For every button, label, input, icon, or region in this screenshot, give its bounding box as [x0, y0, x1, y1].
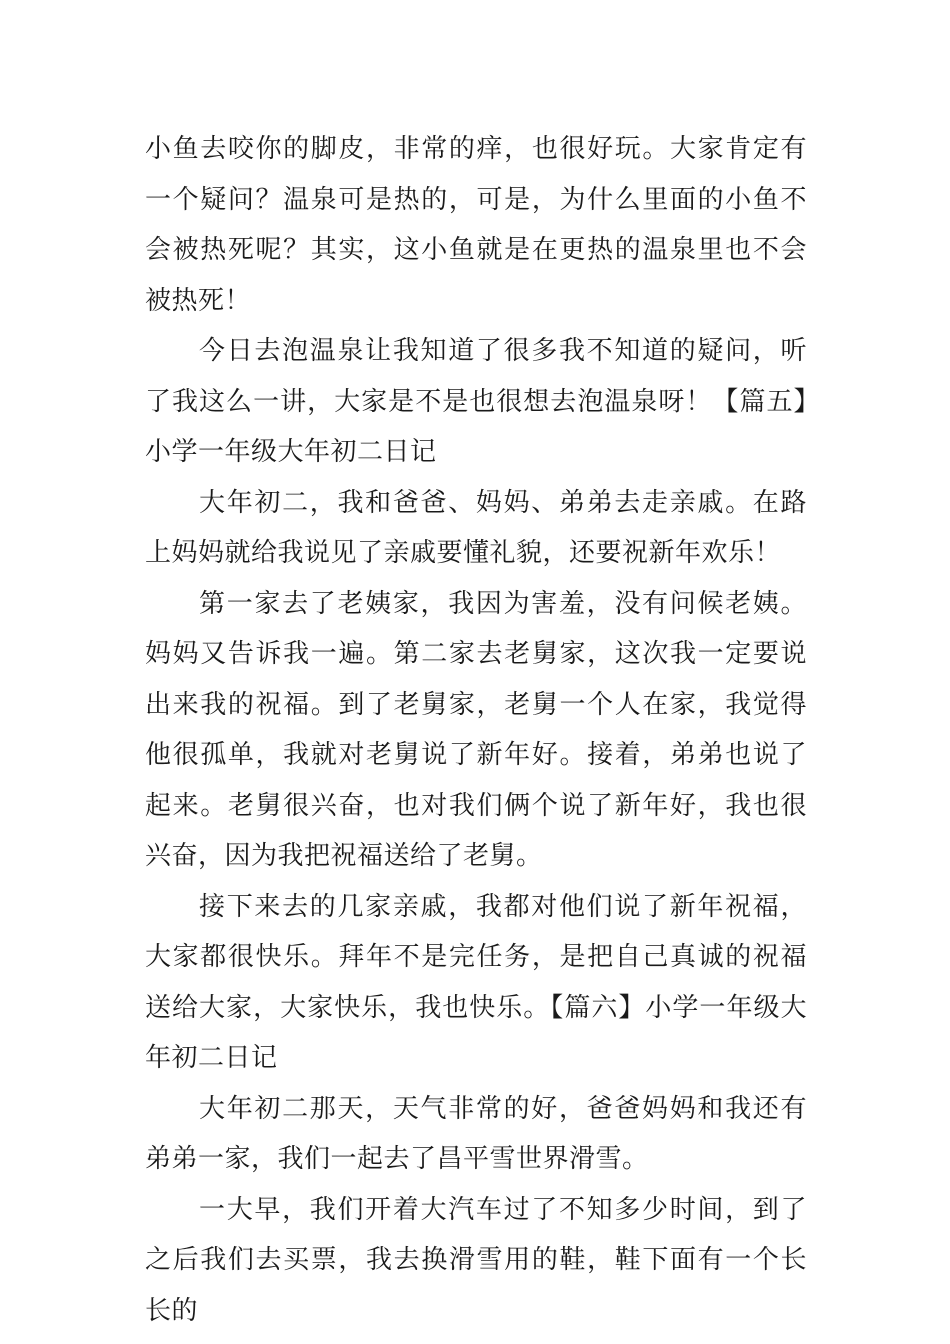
paragraph-continued: 小鱼去咬你的脚皮，非常的痒，也很好玩。大家肯定有一个疑问？温泉可是热的，可是，为什么里面的小鱼不会被热死呢？其实，这小鱼就是在更热的温泉里也不会被热死！ — [145, 134, 807, 316]
paragraph: 今日去泡温泉让我知道了很多我不知道的疑问，听了我这么一讲，大家是不是也很想去泡温泉呀！【篇五】小学一年级大年初二日记 — [145, 336, 807, 467]
paragraph: 大年初二，我和爸爸、妈妈、弟弟去走亲戚。在路上妈妈就给我说见了亲戚要懂礼貌，还要祝新年欢乐！ — [145, 487, 807, 568]
paragraph: 第一家去了老姨家，我因为害羞，没有问候老姨。妈妈又告诉我一遍。第二家去老舅家，这次我一定要说出来我的祝福。到了老舅家，老舅一个人在家，我觉得他很孤单，我就对老舅说了新年好。接着，弟弟也说了起来。老舅很兴奋，也对我们俩个说了新年好，我也很兴奋，因为我把祝福送给了老舅。 — [145, 588, 807, 871]
paragraph: 大年初二那天，天气非常的好，爸爸妈妈和我还有弟弟一家，我们一起去了昌平雪世界滑雪。 — [145, 1093, 807, 1174]
paragraph: 接下来去的几家亲戚，我都对他们说了新年祝福，大家都很快乐。拜年不是完任务，是把自己真诚的祝福送给大家，大家快乐，我也快乐。【篇六】小学一年级大年初二日记 — [145, 891, 807, 1073]
paragraph: 一大早，我们开着大汽车过了不知多少时间，到了之后我们去买票，我去换滑雪用的鞋，鞋下面有一个长长的 — [145, 1194, 807, 1326]
document-page — [145, 124, 807, 1336]
